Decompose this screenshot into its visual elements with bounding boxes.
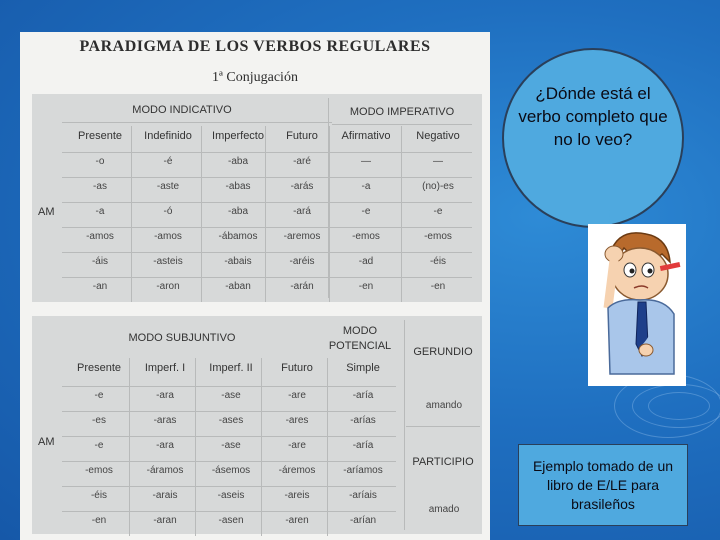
column-header: Futuro xyxy=(281,362,313,374)
table-cell: -aren xyxy=(285,515,309,526)
table-cell: -are xyxy=(288,440,306,451)
column-header: Negativo xyxy=(416,130,460,142)
table-cell: -e xyxy=(94,390,104,401)
modo-subjuntivo-label: MODO SUBJUNTIVO xyxy=(128,332,236,344)
table-cell: — xyxy=(361,156,371,167)
table-cell: -aba xyxy=(227,156,248,167)
participio-value: amado xyxy=(428,504,460,515)
table-cell: (no)-es xyxy=(422,181,454,192)
table-cell: -ara xyxy=(156,440,174,451)
table-cell: -áis xyxy=(91,256,109,267)
table-cell: -ábamos xyxy=(218,231,258,242)
table-cell: -arías xyxy=(350,415,376,426)
table-cell: -aron xyxy=(156,281,180,292)
table-cell: -e xyxy=(361,206,371,217)
column-header: Presente xyxy=(77,130,123,142)
speech-bubble-text: ¿Dónde está el verbo completo que no lo veo? xyxy=(518,84,668,149)
table-cell: -are xyxy=(288,390,306,401)
gerundio-label: GERUNDIO xyxy=(413,346,473,358)
table-cell: -es xyxy=(92,415,106,426)
table-cell: -asteis xyxy=(153,256,183,267)
table-cell: -en xyxy=(91,515,107,526)
column-header: Imperf. I xyxy=(144,362,186,374)
table-cell: -ase xyxy=(221,390,241,401)
table-cell: -en xyxy=(358,281,374,292)
table-cell: -a xyxy=(361,181,371,192)
table-cell: -aréis xyxy=(289,256,315,267)
table-cell: -emos xyxy=(424,231,452,242)
table-cell: -ad xyxy=(358,256,374,267)
column-header: Imperfecto xyxy=(212,130,264,142)
table-cell: -asen xyxy=(218,515,244,526)
column-header: Futuro xyxy=(286,130,318,142)
modo-indicativo-label: MODO INDICATIVO xyxy=(132,104,232,116)
table-cell: -en xyxy=(430,281,446,292)
table-cell: -e xyxy=(94,440,104,451)
table-cell: -areis xyxy=(284,490,310,501)
table-cell: -aban xyxy=(225,281,251,292)
table-cell: -éis xyxy=(429,256,447,267)
table-cell: -arás xyxy=(290,181,314,192)
doc-title: PARADIGMA DE LOS VERBOS REGULARES xyxy=(79,38,431,55)
table-cell: -a xyxy=(95,206,105,217)
table-cell: -ase xyxy=(221,440,241,451)
table-cell: — xyxy=(433,156,443,167)
row-label-am: AM xyxy=(38,436,55,448)
table-cell: -áramos xyxy=(146,465,184,476)
gerundio-value: amando xyxy=(425,400,463,411)
table-cell: -e xyxy=(433,206,443,217)
table-cell: -ó xyxy=(163,206,173,217)
table-cell: -abais xyxy=(224,256,252,267)
table-cell: -ares xyxy=(285,415,309,426)
table-cell: -aras xyxy=(153,415,177,426)
modo-imperativo-label: MODO IMPERATIVO xyxy=(349,106,455,118)
table-cell: -aran xyxy=(153,515,177,526)
table-cell: -aríais xyxy=(349,490,377,501)
table-cell: -o xyxy=(95,156,105,167)
column-header: Simple xyxy=(346,362,380,374)
table-cell: -arán xyxy=(290,281,314,292)
column-header: Indefinido xyxy=(144,130,192,142)
table-cell: -aremos xyxy=(283,231,321,242)
table-cell: -ara xyxy=(156,390,174,401)
table-cell: -áremos xyxy=(278,465,316,476)
table-cell: -aste xyxy=(156,181,180,192)
table-cell: -as xyxy=(93,181,107,192)
table-cell: -ásemos xyxy=(211,465,251,476)
table-cell: -amos xyxy=(154,231,182,242)
column-header: Imperf. II xyxy=(209,362,253,374)
table-cell: -aría xyxy=(352,390,374,401)
column-header: Afirmativo xyxy=(341,130,391,142)
table-cell: -ases xyxy=(218,415,244,426)
table-cell: -é xyxy=(163,156,173,167)
table-cell: -aría xyxy=(352,440,374,451)
table-cell: -aseis xyxy=(217,490,245,501)
modo-potencial-label: MODO POTENCIAL xyxy=(328,325,392,352)
thinking-boy-icon xyxy=(588,224,686,386)
row-label-am: AM xyxy=(38,206,55,218)
table-cell: -emos xyxy=(85,465,113,476)
participio-label: PARTICIPIO xyxy=(412,456,474,468)
table-cell: -arais xyxy=(152,490,178,501)
table-cell: -éis xyxy=(90,490,108,501)
doc-subtitle: 1ª Conjugación xyxy=(212,70,298,85)
table-cell: -amos xyxy=(86,231,114,242)
column-header: Presente xyxy=(76,362,122,374)
table-cell: -arían xyxy=(349,515,377,526)
table-cell: -aba xyxy=(227,206,248,217)
table-cell: -emos xyxy=(352,231,380,242)
table-cell: -abas xyxy=(225,181,251,192)
caption-text: Ejemplo tomado de un libro de E/LE para brasileños xyxy=(532,458,674,512)
thinking-boy-cartoon xyxy=(588,224,686,386)
table-cell: -an xyxy=(92,281,108,292)
table-cell: -ará xyxy=(293,206,311,217)
table-cell: -aré xyxy=(293,156,311,167)
table-cell: -aríamos xyxy=(343,465,383,476)
